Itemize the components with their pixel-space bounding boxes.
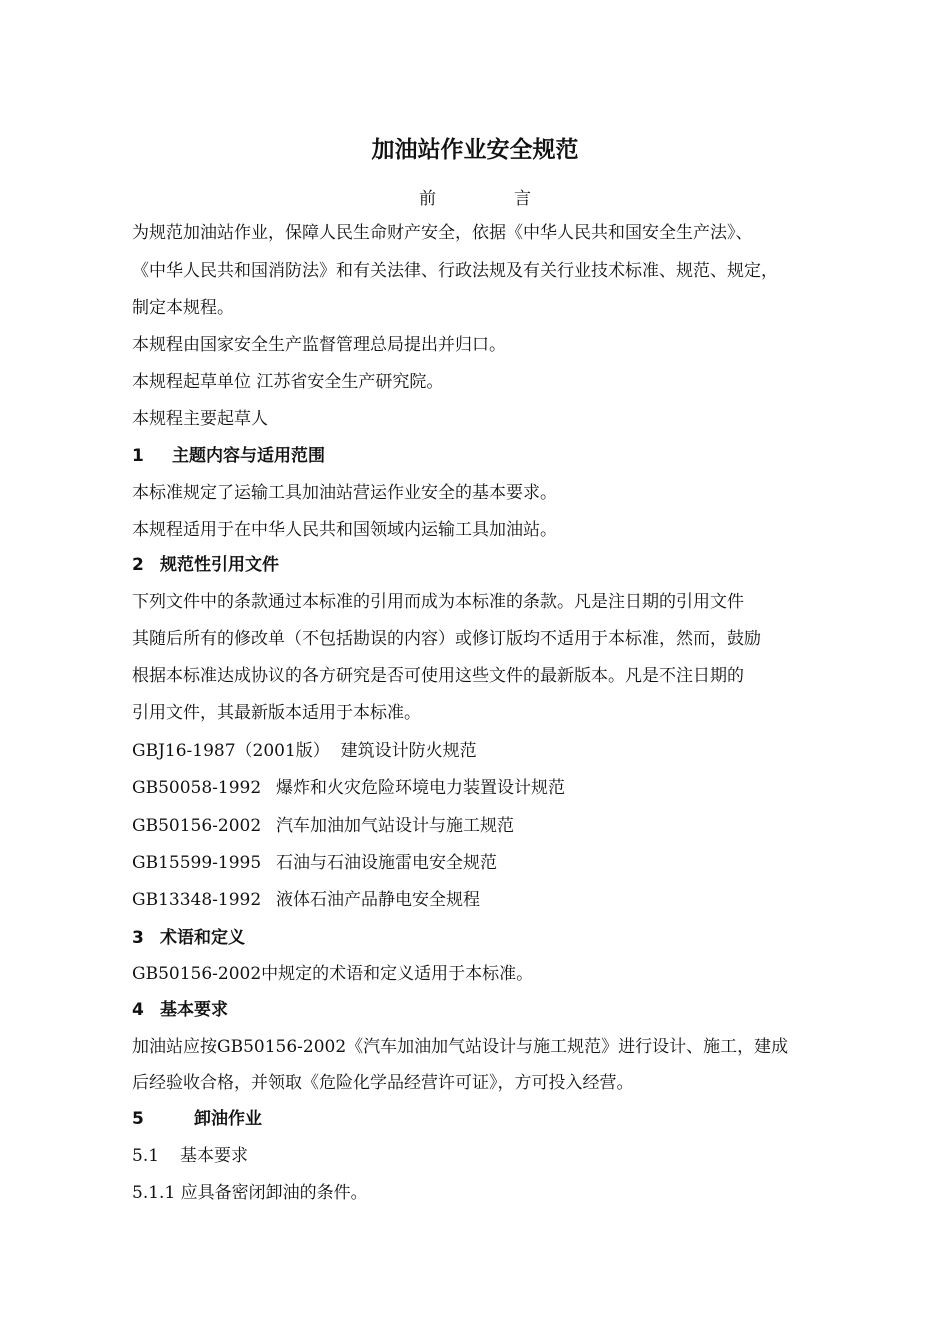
section-title: 术语和定义 xyxy=(160,928,245,948)
document-title: 加油站作业安全规范 xyxy=(371,137,579,163)
reference-name: 汽车加油加气站设计与施工规范 xyxy=(276,816,514,836)
section-1-heading xyxy=(132,445,830,467)
reference-code: GB50058-1992 xyxy=(132,778,262,798)
section-number: 1 xyxy=(132,446,144,466)
reference-name: 建筑设计防火规范 xyxy=(340,741,477,761)
reference-code: GB13348-1992 xyxy=(132,890,262,910)
paragraph-line: GB50156-2002中规定的术语和定义适用于本标准。 xyxy=(132,964,534,984)
preamble-line: 为规范加油站作业，保障人民生命财产安全，依据《中华人民共和国安全生产法》、 xyxy=(132,223,753,243)
paragraph-line: 后经验收合格，并领取《危险化学品经营许可证》，方可投入经营。 xyxy=(132,1073,634,1093)
reference-item xyxy=(132,815,830,837)
reference-name: 液体石油产品静电安全规程 xyxy=(276,890,480,910)
reference-item xyxy=(132,740,830,762)
subsection-title: 基本要求 xyxy=(180,1146,248,1166)
clause-text: 应具备密闭卸油的条件。 xyxy=(180,1183,368,1203)
section-number: 3 xyxy=(132,928,144,948)
reference-code: GB15599-1995 xyxy=(132,853,262,873)
clause-5-1-1 xyxy=(132,1182,830,1204)
subsection-number: 5.1 xyxy=(132,1146,160,1166)
section-5-heading xyxy=(132,1108,830,1130)
section-title: 规范性引用文件 xyxy=(160,555,279,575)
foreword-right-char: 言 xyxy=(514,189,531,209)
paragraph-line: 本标准规定了运输工具加油站营运作业安全的基本要求。 xyxy=(132,483,557,503)
paragraph-line: 下列文件中的条款通过本标准的引用而成为本标准的条款。凡是注日期的引用文件 xyxy=(132,592,744,612)
clause-number: 5.1.1 xyxy=(132,1183,176,1203)
reference-name: 爆炸和火灾危险环境电力装置设计规范 xyxy=(276,778,565,798)
reference-item xyxy=(132,852,830,874)
section-3-heading xyxy=(132,927,830,949)
section-title: 卸油作业 xyxy=(194,1109,262,1129)
paragraph-line: 本规程适用于在中华人民共和国领域内运输工具加油站。 xyxy=(132,520,557,540)
section-title: 主题内容与适用范围 xyxy=(172,446,325,466)
reference-item xyxy=(132,777,830,799)
reference-code: GB50156-2002 xyxy=(132,816,262,836)
preamble-line: 本规程起草单位 江苏省安全生产研究院。 xyxy=(132,372,444,392)
paragraph-line: 引用文件，其最新版本适用于本标准。 xyxy=(132,703,421,723)
paragraph-line: 加油站应按GB50156-2002《汽车加油加气站设计与施工规范》进行设计、施工，建成 xyxy=(132,1037,789,1057)
foreword-left-char: 前 xyxy=(419,189,436,209)
section-4-heading xyxy=(132,999,830,1021)
section-number: 4 xyxy=(132,1000,144,1020)
subsection-5-1 xyxy=(132,1145,830,1167)
preamble-line: 本规程由国家安全生产监督管理总局提出并归口。 xyxy=(132,335,506,355)
section-number: 2 xyxy=(132,555,144,575)
section-title: 基本要求 xyxy=(160,1000,228,1020)
reference-name: 石油与石油设施雷电安全规范 xyxy=(276,853,497,873)
preamble-line: 制定本规程。 xyxy=(132,298,234,318)
foreword-heading xyxy=(0,188,950,210)
preamble-line: 本规程主要起草人 xyxy=(132,409,268,429)
reference-code: GBJ16-1987（2001版） xyxy=(132,741,330,761)
paragraph-line: 根据本标准达成协议的各方研究是否可使用这些文件的最新版本。凡是不注日期的 xyxy=(132,666,744,686)
section-number: 5 xyxy=(132,1109,144,1129)
paragraph-line: 其随后所有的修改单（不包括勘误的内容）或修订版均不适用于本标准，然而，鼓励 xyxy=(132,629,761,649)
preamble-line: 《中华人民共和国消防法》和有关法律、行政法规及有关行业技术标准、规范、规定， xyxy=(132,261,778,281)
section-2-heading xyxy=(132,554,830,576)
reference-item xyxy=(132,889,830,911)
